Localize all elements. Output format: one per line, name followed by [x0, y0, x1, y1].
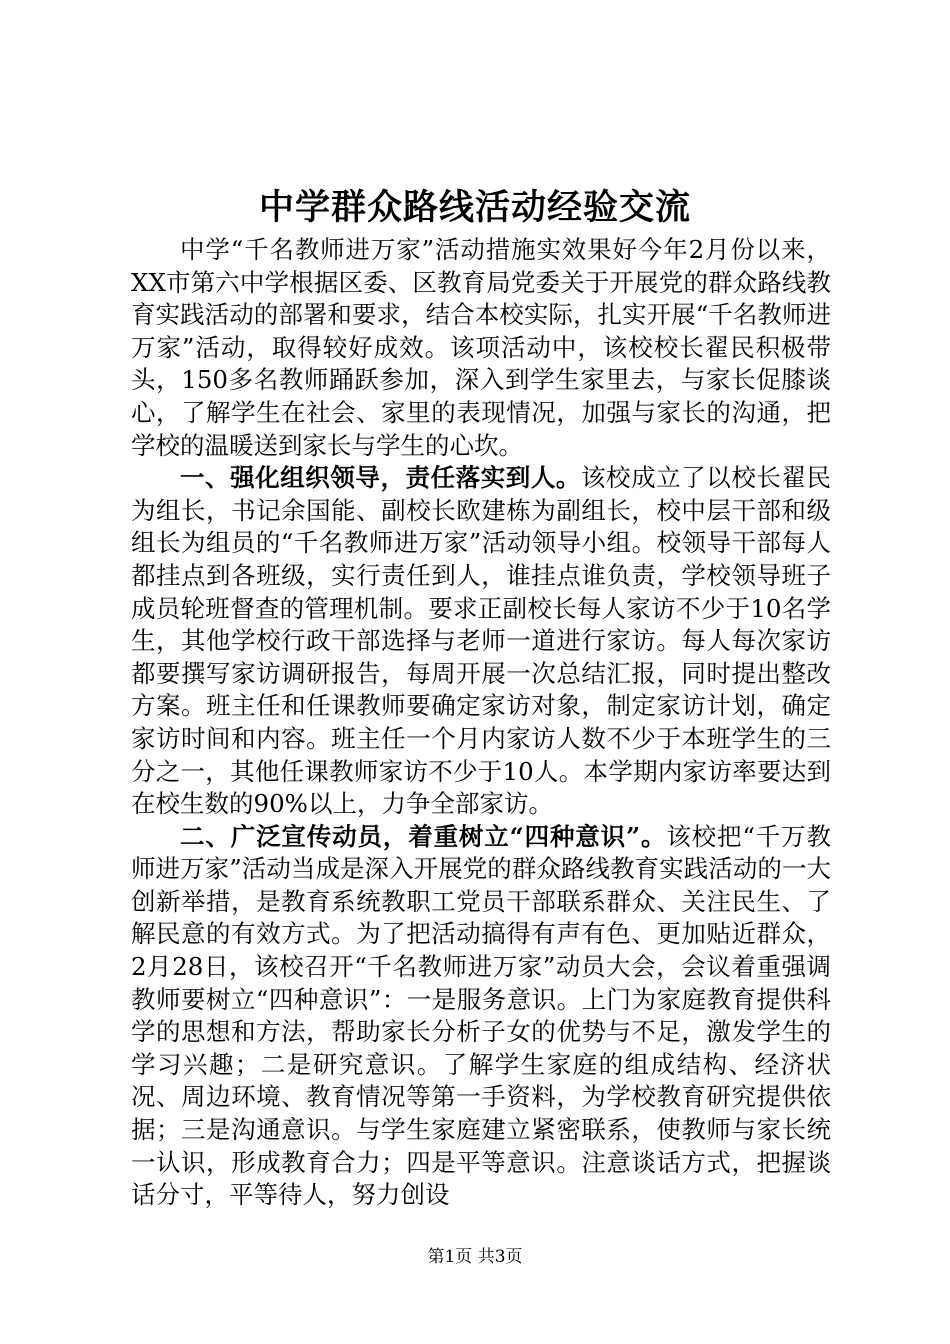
paragraph-heading: 一、强化组织领导，责任落实到人。	[180, 463, 581, 493]
document-title: 中学群众路线活动经验交流	[258, 187, 691, 228]
paragraph-text: 该校把“千万教师进万家”活动当成是深入开展党的群众路线教育实践活动的一大创新举措，是教育系统教职工党员干部联系群众、关注民生、了解民意的有效方式。为了把活动搞得有声有色、更加贴近群众，2月28日，该校召开“千名教师进万家”动员大会，会议着重强调教师要树立“四种意识”：一是服务意识。上门为家庭教育提供科学的思想和方法，帮助家长分析子女的优势与不足，激发学生的学习兴趣；二是研究意识。了解学生家庭的组成结构、经济状况、周边环境、教育情况等第一手资料，为学校教育研究提供依据；三是沟通意识。与学生家庭建立紧密联系，使教师与家长统一认识，形成教育合力；四是平等意识。注意谈话方式，把握谈话分寸，平等待人，努力创设	[131, 821, 831, 1210]
paragraph-text: 中学“千名教师进万家”活动措施实效果好今年2月份以来，XX市第六中学根据区委、区教育局党委关于开展党的群众路线教育实践活动的部署和要求，结合本校实际，扎实开展“千名教师进万家”活动，取得较好成效。该项活动中，该校校长翟民积极带头，150多名教师踊跃参加，深入到学生家里去，与家长促膝谈心，了解学生在社会、家里的表现情况，加强与家长的沟通，把学校的温暖送到家长与学生的心坎。	[131, 235, 831, 460]
paragraph-intro	[131, 234, 831, 462]
page-footer: 第1页 共3页	[427, 1247, 523, 1267]
paragraph-text: 该校成立了以校长翟民为组长，书记余国能、副校长欧建栋为副组长，校中层干部和级组长为组员的“千名教师进万家”活动领导小组。校领导干部每人都挂点到各班级，实行责任到人，谁挂点谁负责，学校领导班子成员轮班督查的管理机制。要求正副校长每人家访不少于10名学生，其他学校行政干部选择与老师一道进行家访。每人每次家访都要撰写家访调研报告，每周开展一次总结汇报，同时提出整改方案。班主任和任课教师要确定家访对象，制定家访计划，确定家访时间和内容。班主任一个月内家访人数不少于本班学生的三分之一，其他任课教师家访不少于10人。本学期内家访率要达到在校生数的90%以上，力争全部家访。	[131, 463, 832, 819]
paragraph-section-2	[131, 821, 831, 1212]
paragraph-section-1	[131, 462, 831, 821]
document-body	[131, 234, 831, 1212]
paragraph-heading: 二、广泛宣传动员，着重树立“四种意识”。	[180, 821, 667, 851]
